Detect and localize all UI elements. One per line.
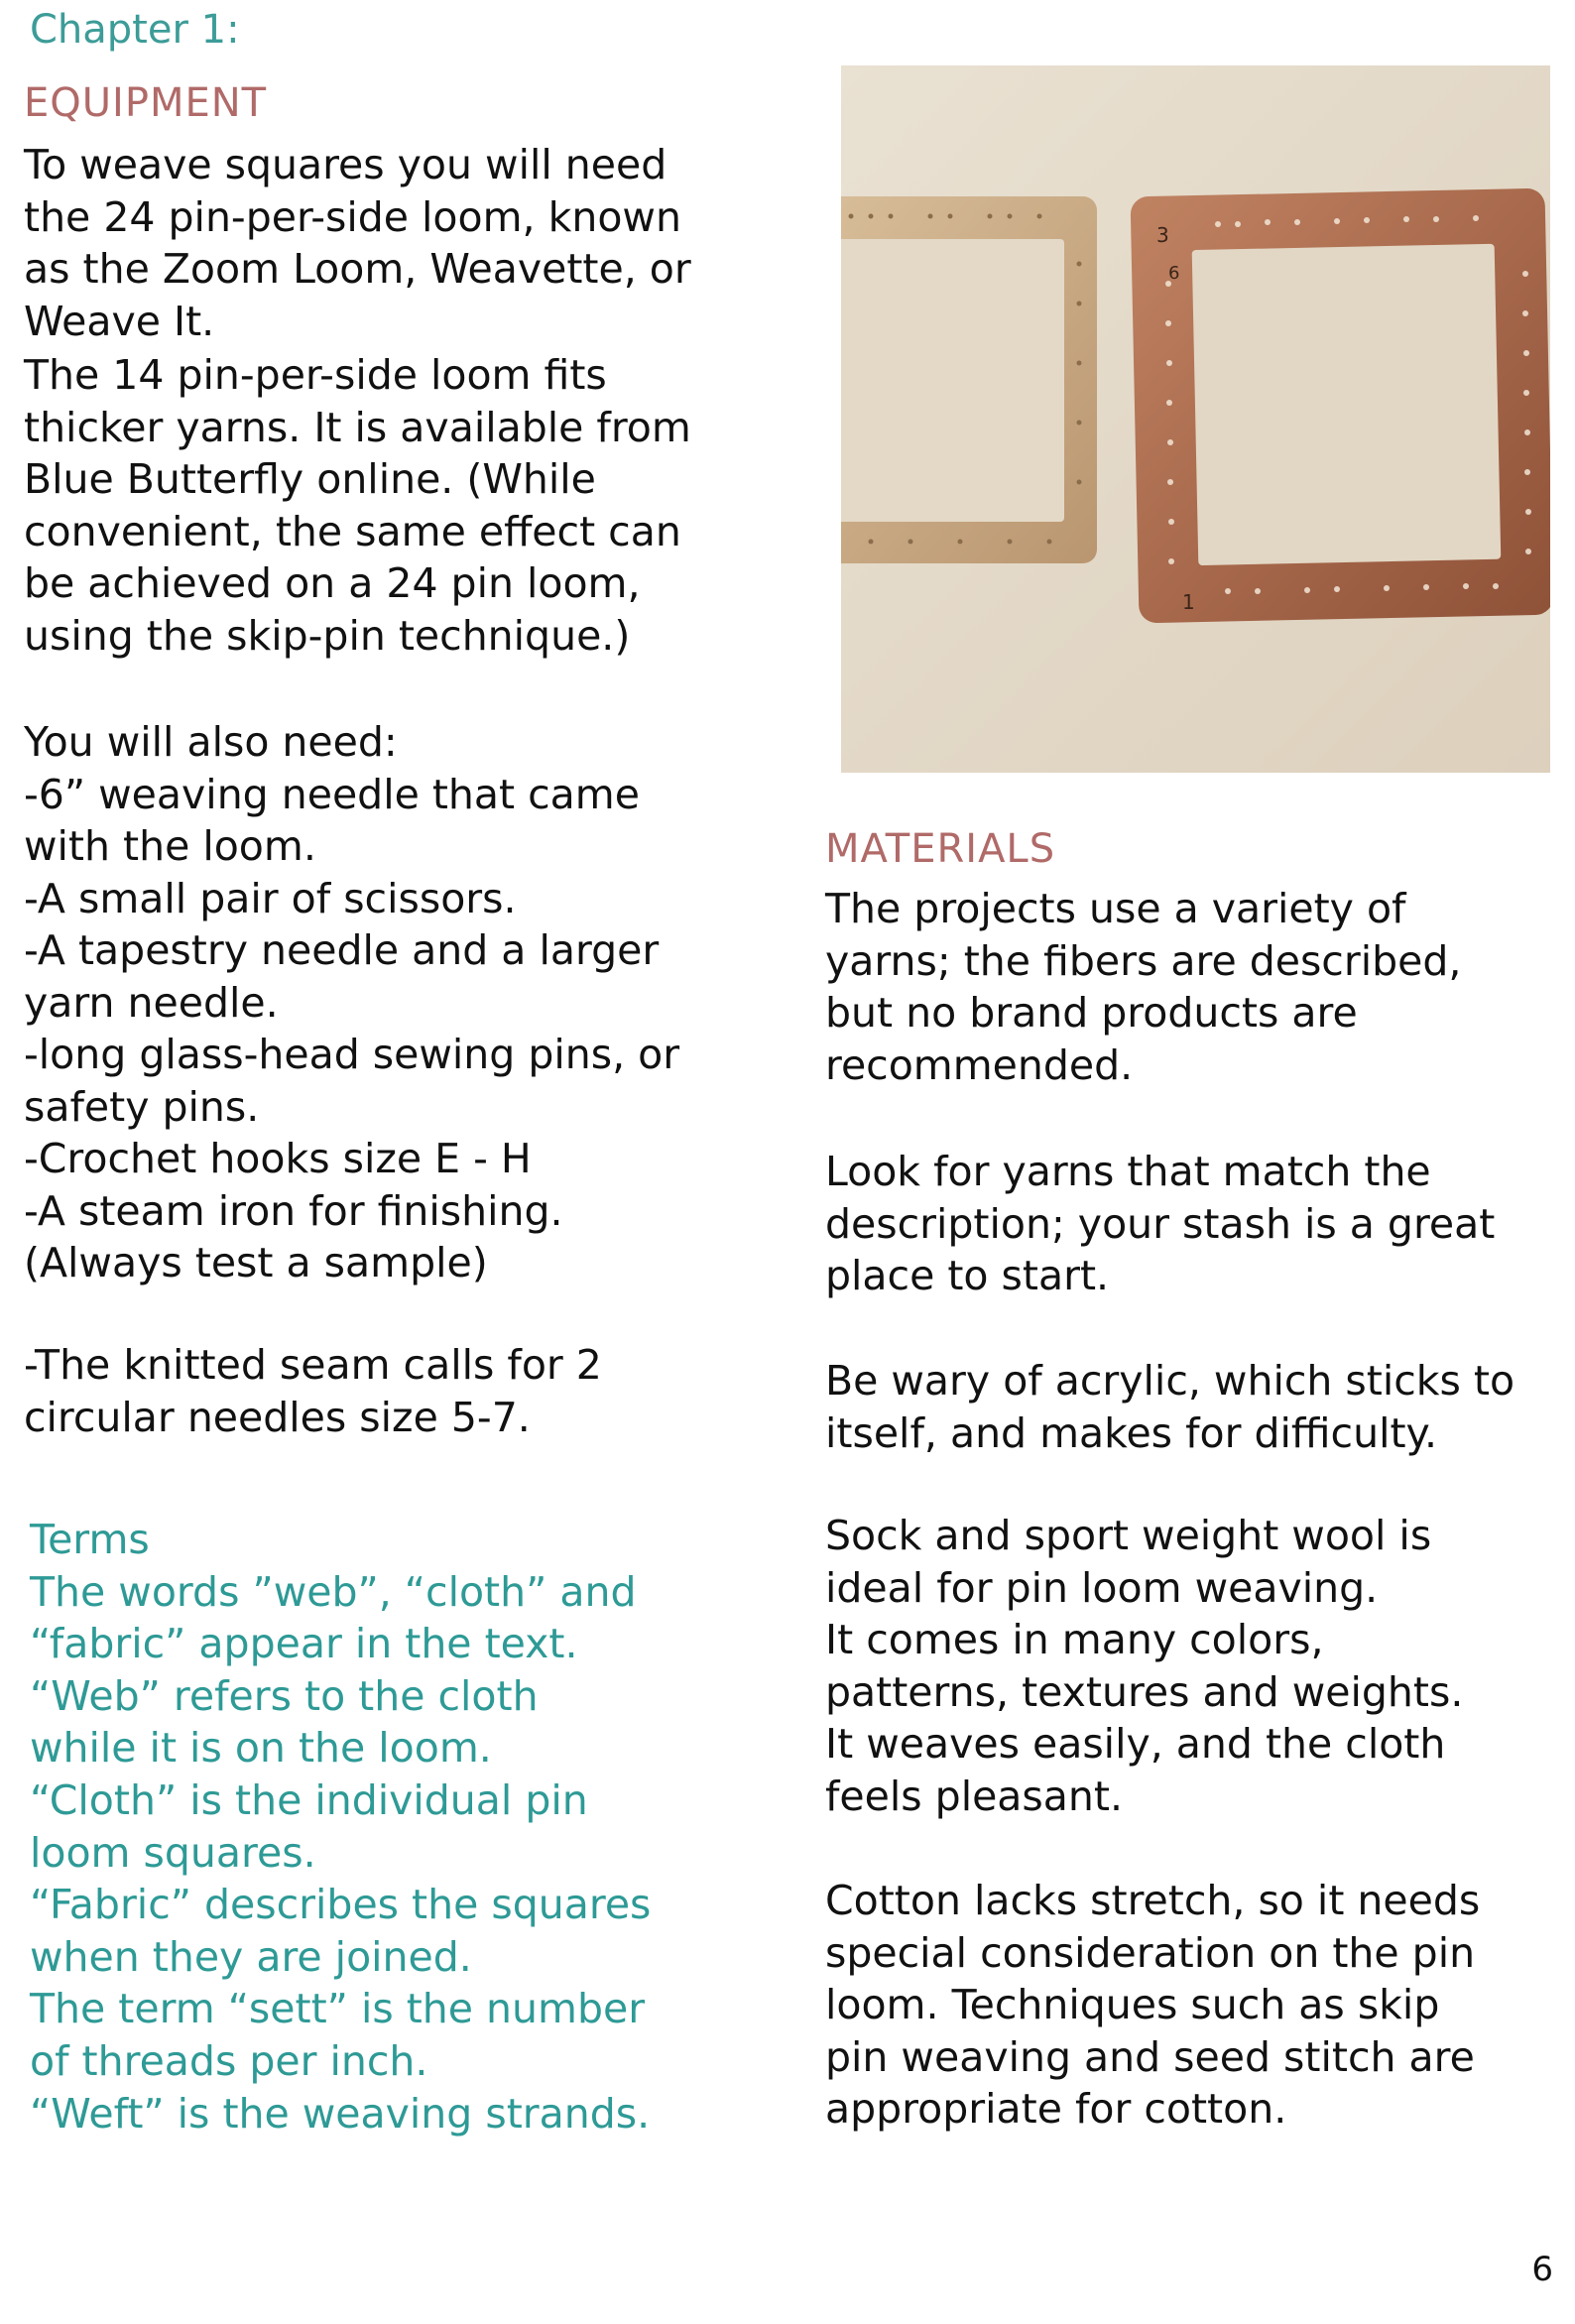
text-line: while it is on the loom.: [30, 1724, 492, 1773]
text-line: “Web” refers to the cloth: [30, 1671, 539, 1720]
chapter-label: Chapter 1:: [30, 7, 240, 53]
text-line: The words ”web”, “cloth” and: [30, 1567, 637, 1616]
text-line: The term “sett” is the number: [30, 1985, 646, 2033]
text-line: the 24 pin-per-side loom, known: [24, 192, 681, 241]
text-line: be achieved on a 24 pin loom,: [24, 559, 641, 607]
text-line: -A steam iron for finishing.: [24, 1186, 563, 1235]
frame-number-1: 1: [1182, 590, 1195, 614]
text-line: description; your stash is a great: [825, 1199, 1496, 1248]
text-line: safety pins.: [24, 1082, 260, 1131]
text-line: appropriate for cotton.: [825, 2085, 1287, 2133]
text-line: -6” weaving needle that came: [24, 770, 640, 818]
text-line: -The knitted seam calls for 2: [24, 1341, 602, 1389]
text-line: Sock and sport weight wool is: [825, 1512, 1432, 1559]
equipment-heading: EQUIPMENT: [24, 80, 268, 126]
light-loom-frame: [841, 196, 1097, 563]
text-line: pin weaving and seed stitch are: [825, 2032, 1475, 2081]
materials-paragraph-1: [825, 883, 1461, 1091]
text-line: with the loom.: [24, 822, 316, 870]
text-line: Be wary of acrylic, which sticks to: [825, 1357, 1515, 1405]
materials-paragraph-3: [825, 1355, 1514, 1459]
text-line: special consideration on the pin: [825, 1928, 1476, 1977]
text-line: but no brand products are: [825, 989, 1358, 1037]
text-line: -Crochet hooks size E - H: [24, 1135, 532, 1182]
text-line: of threads per inch.: [30, 2036, 428, 2085]
text-line: feels pleasant.: [825, 1772, 1124, 1820]
materials-paragraph-2: [825, 1146, 1495, 1302]
text-line: “Fabric” describes the squares: [30, 1881, 652, 1929]
text-line: The 14 pin-per-side loom fits: [24, 351, 607, 399]
text-line: Cotton lacks stretch, so it needs: [825, 1877, 1481, 1924]
text-line: -A tapestry needle and a larger: [24, 926, 660, 974]
text-line: place to start.: [825, 1252, 1110, 1299]
text-line: “Cloth” is the individual pin: [30, 1775, 588, 1824]
equipment-intro: [24, 139, 691, 347]
text-line: The projects use a variety of: [825, 885, 1406, 932]
text-line: -long glass-head sewing pins, or: [24, 1031, 680, 1078]
text-line: itself, and makes for difficulty.: [825, 1408, 1437, 1457]
page-number: 6: [1531, 2250, 1553, 2289]
frame-number-3: 3: [1156, 223, 1169, 247]
materials-heading: MATERIALS: [825, 826, 1056, 872]
text-line: yarns; the fibers are described,: [825, 936, 1462, 985]
text-line: (Always test a sample): [24, 1239, 488, 1286]
materials-paragraph-5: [825, 1875, 1480, 2136]
text-line: -A small pair of scissors.: [24, 874, 517, 922]
pin-loom-photo: [841, 65, 1550, 773]
text-line: patterns, textures and weights.: [825, 1667, 1464, 1716]
text-line: “fabric” appear in the text.: [30, 1620, 578, 1668]
text-line: circular needles size 5-7.: [24, 1393, 531, 1441]
text-line: “Weft” is the weaving strands.: [30, 2089, 651, 2138]
text-line: Blue Butterfly online. (While: [24, 455, 596, 503]
terms-box: [30, 1514, 651, 2140]
text-line: yarn needle.: [24, 978, 279, 1027]
materials-paragraph-4: [825, 1510, 1463, 1822]
text-line: loom. Techniques such as skip: [825, 1981, 1440, 2028]
text-line: thicker yarns. It is available from: [24, 403, 691, 451]
frame-number-6: 6: [1168, 263, 1180, 284]
text-line: To weave squares you will need: [24, 141, 667, 188]
equipment-supplies-list: [24, 716, 679, 1289]
text-line: loom squares.: [30, 1828, 316, 1877]
text-line: Weave It.: [24, 297, 215, 345]
text-line: It comes in many colors,: [825, 1616, 1324, 1663]
text-line: recommended.: [825, 1040, 1134, 1089]
text-line: You will also need:: [24, 718, 398, 766]
text-line: when they are joined.: [30, 1932, 472, 1981]
equipment-14pin-paragraph: [24, 349, 691, 662]
text-line: It weaves easily, and the cloth: [825, 1720, 1446, 1768]
terms-heading: Terms: [30, 1516, 150, 1563]
text-line: Look for yarns that match the: [825, 1148, 1431, 1195]
copper-loom-frame: [1131, 188, 1550, 624]
text-line: convenient, the same effect can: [24, 507, 681, 555]
equipment-seam-note: [24, 1339, 602, 1443]
text-line: ideal for pin loom weaving.: [825, 1563, 1379, 1612]
text-line: as the Zoom Loom, Weavette, or: [24, 245, 691, 293]
text-line: using the skip-pin technique.): [24, 611, 631, 660]
